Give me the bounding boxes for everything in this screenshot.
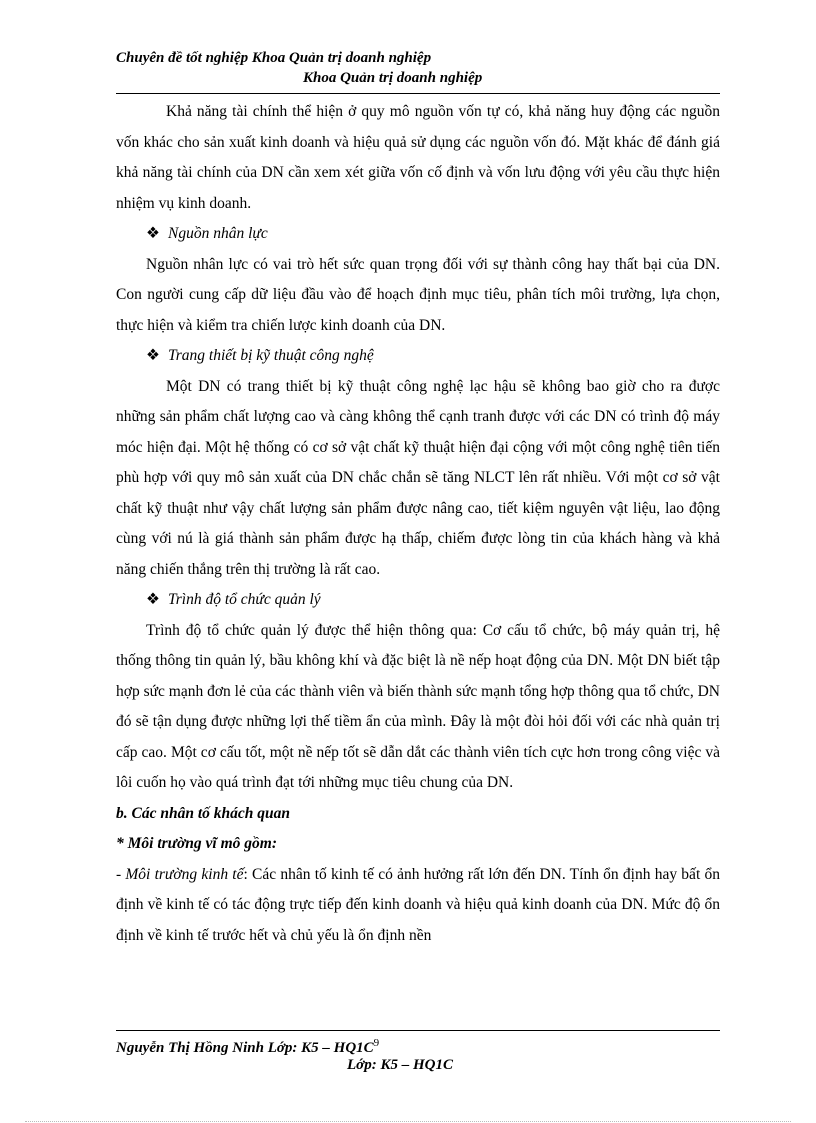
bullet-heading-equipment: ❖ Trang thiết bị kỹ thuật công nghệ	[116, 341, 720, 372]
paragraph-management: Trình độ tổ chức quản lý được thể hiện thông qua: Cơ cấu tổ chức, bộ máy quản trị, hệ thống thông tin quản lý, bầu không khí và đặc biệt là nề nếp hoạt động của DN. Một DN biết tập hợp sức mạnh đơn lẻ của các thành viên và biến thành sức mạnh tổng hợp thông qua tổ chức, DN đó sẽ tận dụng được những lợi thế tiềm ẩn của mình. Đây là một đòi hỏi đối với các nhà quản trị cấp cao. Một cơ cấu tốt, một nề nếp tốt sẽ dẫn dắt các thành viên tích cực hơn trong công việc và lôi cuốn họ vào quá trình đạt tới những mục tiêu chung của DN.	[116, 621, 720, 791]
page-boundary	[25, 1121, 791, 1122]
section-heading-objective-factors: b. Các nhân tố khách quan	[116, 804, 290, 822]
paragraph-financial-capacity: Khả năng tài chính thể hiện ở quy mô nguồn vốn tự có, khả năng huy động các nguồn vốn khác cho sản xuất kinh doanh và hiệu quả sử dụng các nguồn vốn đó. Mặt khác để đánh giá khả năng tài chính của DN cần xem xét giữa vốn cố định và vốn lưu động với yêu cầu thực hiện nhiệm vụ kinh doanh.	[116, 103, 720, 212]
paragraph-equipment: Một DN có trang thiết bị kỹ thuật công nghệ lạc hậu sẽ không bao giờ cho ra được những sản phẩm chất lượng cao và càng không thể cạnh tranh được với các DN có trình độ máy móc hiện đại. Một hệ thống có cơ sở vật chất kỹ thuật hiện đại cộng với một công nghệ tiên tiến phù hợp với quy mô sản xuất của DN chắc chắn sẽ tăng NLCT lên rất nhiều. Với một cơ sở vật chất kỹ thuật như vậy chất lượng sản phẩm được nâng cao, tiết kiệm nguyên vật liệu, lao động cùng với nú là giá thành sản phẩm được hạ thấp, chiếm được lòng tin của khách hàng và khả năng chiến thắng trên thị trường là rất cao.	[116, 377, 720, 578]
footer-author-class: Nguyễn Thị Hồng Ninh Lớp: $K5 - HQ1C^9$	[116, 1037, 380, 1056]
bullet-heading-management: ❖ Trình độ tổ chức quản lý	[116, 585, 720, 616]
bullet-diamond-icon: ❖	[146, 225, 160, 242]
bullet-diamond-icon: ❖	[146, 347, 160, 364]
page-number: 9	[373, 1037, 380, 1049]
subsection-heading-macro-environment: * Môi trường vĩ mô gồm:	[116, 835, 277, 852]
running-header-line2: Khoa Quản trị doanh nghiệp	[303, 70, 483, 86]
bullet-diamond-icon: ❖	[146, 591, 160, 608]
paragraph-human-resources: Nguồn nhân lực có vai trò hết sức quan trọng đối với sự thành công hay thất bại của DN. Con người cung cấp dữ liệu đầu vào để hoạch định mục tiêu, phân tích môi trường, lựa chọn, thực hiện và kiểm tra chiến lược kinh doanh của DN.	[116, 255, 720, 334]
paragraph-economic-environment: - Môi trường kinh tế: Các nhân tố kinh tế có ảnh hưởng rất lớn đến DN. Tính ổn định hay bất ổn định về kinh tế có tác động trực tiếp đến kinh doanh và hiệu quả kinh doanh của DN. Mức độ ổn định về kinh tế trước hết và chủ yếu là ổn định nền	[116, 865, 720, 944]
footer-rule	[116, 1030, 720, 1031]
header-rule	[116, 93, 720, 94]
body-text	[116, 97, 720, 951]
bullet-heading-human-resources: ❖ Nguồn nhân lực	[116, 219, 720, 250]
running-header-line1: Chuyên đề tốt nghiệp Khoa Quản trị doanh nghiệp	[116, 50, 432, 66]
footer-class-line: Lớp: K5 – HQ1C	[347, 1057, 453, 1073]
